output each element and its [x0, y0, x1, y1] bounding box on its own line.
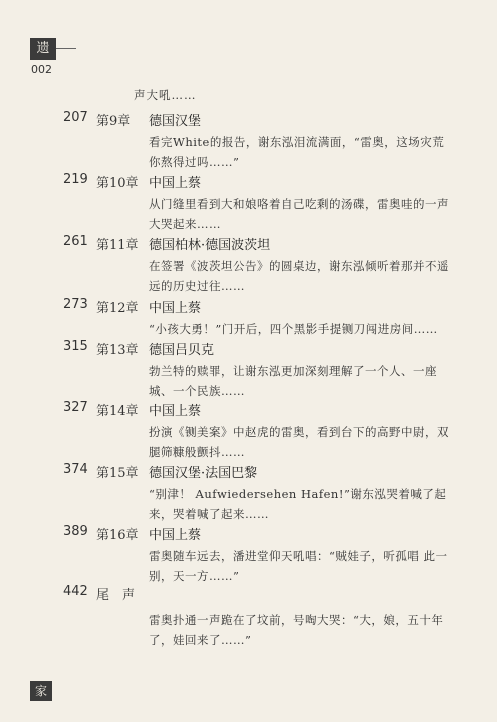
entry-chapter: 尾 声	[96, 588, 136, 603]
entry-description: 雷奥扑通一声跪在了坟前，号啕大哭：“大，娘，五十年了，娃回来了……”	[149, 613, 444, 647]
entry-description: “小孩大勇！”门开后，四个黑影手提铡刀闯进房间……	[149, 322, 438, 336]
entry-description: 在签署《波茨坦公告》的圆桌边，谢东泓倾听着那并不遥远的历史过往……	[149, 259, 449, 293]
entry-page: 374	[63, 462, 88, 477]
entry-place: 中国上蔡	[149, 301, 202, 316]
entry-chapter: 第9章	[96, 114, 131, 129]
entry-place: 中国上蔡	[149, 176, 202, 191]
entry-chapter: 第16章	[96, 528, 139, 543]
entry-place: 德国汉堡·法国巴黎	[149, 466, 258, 481]
entry-chapter: 第11章	[96, 238, 139, 253]
footer-tab: 家	[30, 681, 52, 701]
entry-chapter: 第10章	[96, 176, 139, 191]
entry-place: 德国柏林·德国波茨坦	[149, 238, 271, 253]
continued-text: 声大吼……	[134, 88, 197, 102]
entry-description: 雷奥随车远去，潘进堂仰天吼唱：“贼娃子，听孤唱 此一别，天一方……”	[149, 549, 448, 583]
entry-description: 看完White的报告，谢东泓泪流满面，“雷奥，这场灾荒你熬得过吗……”	[149, 135, 445, 169]
entry-chapter: 第14章	[96, 404, 139, 419]
entry-page: 327	[63, 400, 88, 415]
entry-page: 261	[63, 234, 88, 249]
entry-page: 442	[63, 584, 88, 599]
entry-chapter: 第13章	[96, 343, 139, 358]
entry-page: 389	[63, 524, 88, 539]
entry-page: 273	[63, 297, 88, 312]
entry-page: 219	[63, 172, 88, 187]
entry-chapter: 第15章	[96, 466, 139, 481]
entry-place: 中国上蔡	[149, 404, 202, 419]
header-tab: 遗	[30, 38, 56, 60]
entry-place: 中国上蔡	[149, 528, 202, 543]
page-number: 002	[31, 63, 52, 76]
entry-place: 德国汉堡	[149, 114, 202, 129]
entry-page: 315	[63, 339, 88, 354]
header-rule	[56, 48, 76, 49]
entry-description: 勃兰特的赎罪，让谢东泓更加深刻理解了一个人、一座城、一个民族……	[149, 364, 437, 398]
entry-description: “别津！ Aufwiedersehen Hafen!”谢东泓哭着喊了起来，哭着喊了起来……	[149, 487, 447, 521]
entry-description: 扮演《铡美案》中赵虎的雷奥，看到台下的高野中尉，双腿筛糠般颤抖……	[149, 425, 449, 459]
entry-place: 德国吕贝克	[149, 343, 215, 358]
entry-chapter: 第12章	[96, 301, 139, 316]
entry-description: 从门缝里看到大和娘咯着自己吃剩的汤碟，雷奥哇的一声大哭起来……	[149, 197, 449, 231]
entry-page: 207	[63, 110, 88, 125]
